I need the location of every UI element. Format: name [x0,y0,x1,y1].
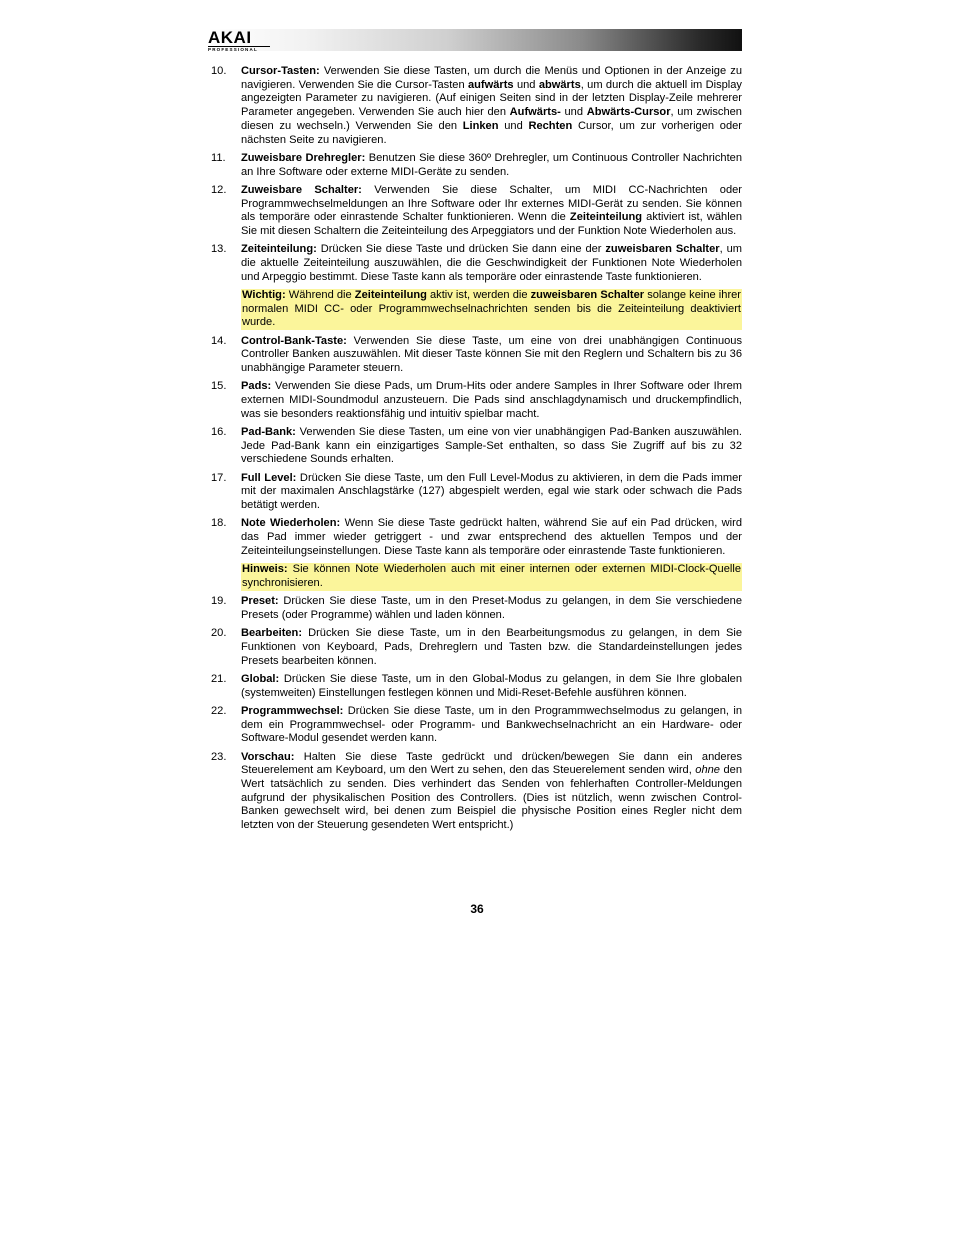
item-number: 10. [211,65,227,77]
body-text: Benutzen Sie diese 360º Drehregler, um Continuous Controller Nachrichten an Ihre Software oder externe MIDI-Geräte zu senden. [241,151,743,178]
body-text: Drücken Sie diese Taste, um in den Bearbeitungsmodus zu gelangen, in dem Sie Funktionen von Keyboard, Pads, Drehreglern und Tasten bzw. die Standardeinstellungen jedes Presets bearbeiten können. [241,627,742,667]
body-text: Drücken Sie diese Taste, um in den Global-Modus zu gelangen, in dem Sie Ihre globalen (systemweiten) Einstellungen festlegen können und Midi-Reset-Befehle ausführen können. [241,672,742,699]
body-text: Halten Sie diese Taste gedrückt und drücken/bewegen Sie dann ein anderes Steuerelement am Keyboard, um den Wert zu sehen, den das Steuerelement senden wird, [241,750,742,777]
bold-term: Global: [241,672,280,685]
bold-term: Linken [462,119,499,132]
bold-term: Aufwärts- [509,106,561,119]
list-item [208,243,742,284]
item-number: 17. [211,471,227,484]
item-number: 22. [211,704,227,717]
item-text [241,595,742,622]
bold-term: Wichtig: [242,288,286,301]
bold-term: zuweisbaren Schalter [530,288,645,301]
bold-term: Hinweis: [242,563,288,576]
body-text: Drücken Sie diese Taste und drücken Sie dann eine der [316,243,606,256]
body-text: den Wert tatsächlich zu senden. Dies verhindert das Senden von fehlerhaften Controller-Meldungen aufgrund der physikalischen Position des Controllers. (Dies ist nützlich, wenn zwischen Control-Banken gewechselt wird, bei denen zum Beispiel die physische Position eines Regler nicht dem letzten von der Steuerung gesendeten Wert entspricht.) [241,764,743,832]
logo-sub-text: PROFESSIONAL [208,46,270,52]
item-number: 19. [211,595,227,608]
item-text [241,426,742,467]
bold-term: Vorschau: [241,750,295,763]
body-text: Drücken Sie diese Taste, um den Full Level-Modus zu aktivieren, in dem die Pads immer mit der maximalen Anschlagstärke (127) abgespielt werden, egal wie stark oder schwach die Pads betätigt werden. [241,471,742,512]
body-text: Drücken Sie diese Taste, um in den Programmwechselmodus zu gelangen, in dem ein Programmwechsel- oder Programm- und Bankwechselnachricht an ein Hardware- oder Software-Modul gesendet werden kann. [241,704,742,745]
item-text [241,472,742,513]
page-header [208,29,742,51]
body-text: Verwenden Sie diese Tasten, um durch die Menüs und Optionen in der Anzeige zu navigieren. Verwenden Sie die Cursor-Tasten [241,65,742,91]
list-item [208,705,742,746]
manual-item-list [208,65,742,837]
bold-term: Abwärts-Cursor [586,106,671,119]
item-text [241,243,742,284]
bold-term: Zuweisbare Schalter: [241,183,362,196]
item-text [241,517,742,558]
list-item [208,426,742,467]
highlighted-note [241,563,742,590]
list-item [208,673,742,700]
item-text [241,627,742,668]
bold-term: Zeiteinteilung [569,211,643,224]
bold-term: Note Wiederholen: [241,517,341,530]
bold-term: Zeiteinteilung: [241,243,317,256]
item-text [241,673,742,700]
bold-term: Control-Bank-Taste: [241,334,347,347]
item-number: 20. [211,627,227,640]
body-text: Verwenden Sie diese Tasten, um eine von vier unabhängigen Pad-Banken auszuwählen. Jede Pad-Bank kann ein einzigartiges Sample-Set enthalten, so dass Sie Zugriff auf bis zu 32 verschiedene Sounds erhalten. [241,426,742,466]
body-text: und [560,106,587,119]
list-item [208,517,742,558]
list-item [208,472,742,513]
italic-text: ohne [695,764,720,777]
bold-term: Rechten [528,119,573,132]
body-text: Verwenden Sie diese Schalter, um MIDI CC-Nachrichten oder Programmwechselmeldungen an Ihre Software oder Ihr externes MIDI-Gerät zu senden. Sie können als temporäre oder einrastende Schalter funktionieren. Wenn die [241,183,743,224]
item-number: 11. [211,151,226,164]
bold-term: Zeiteinteilung [354,288,427,301]
bold-term: Bearbeiten: [241,627,303,640]
body-text: Wenn Sie diese Taste gedrückt halten, während Sie auf ein Pad drücken, wird das Pad immer wieder getriggert - und zwar entsprechend des aktuellen Tempos und der Zeiteinteilungseinstellungen. Diese Taste kann als temporäre oder einrastende Taste funktionieren. [241,517,742,557]
item-number: 15. [211,380,227,393]
list-item [208,595,742,622]
body-text: , um durch die aktuell im Display angezeigten Parameter zu navigieren. (Auf einigen Seiten sind in der letzten Display-Zeile mehrerer Parameter angegeben. Verwenden Sie auch hier den [241,78,742,119]
bold-term: abwärts [538,78,581,91]
list-item [208,627,742,668]
item-number: 18. [211,517,227,530]
bold-term: zuweisbaren Schalter [605,243,720,256]
item-number: 13. [211,243,227,256]
list-item [208,152,742,179]
item-text [241,65,742,147]
item-number: 21. [211,672,227,685]
body-text: Drücken Sie diese Taste, um in den Preset-Modus zu gelangen, in dem Sie verschiedene Presets (oder Programme) wählen und laden können. [241,595,742,621]
body-text: und [513,78,539,91]
item-text [241,335,742,376]
item-text [241,380,742,421]
body-text: aktiv ist, werden die [426,288,531,301]
list-item [208,380,742,421]
logo-main-text: AKAI [208,28,252,47]
body-text: Sie können Note Wiederholen auch mit einer internen oder externen MIDI-Clock-Quelle synchronisieren. [242,563,741,589]
highlighted-note [241,289,742,330]
bold-term: Full Level: [241,471,297,484]
body-text: , um die aktuelle Zeiteinteilung auszuwählen, die die Geschwindigkeit der Funktionen Note Wiederholen und Arpeggio bestimmt. Diese Taste kann als temporäre oder einrastende Taste funktionieren. [241,243,742,283]
list-item [208,184,742,239]
body-text: Während die [285,288,355,301]
item-number: 23. [211,750,227,763]
body-text: solange keine ihrer normalen MIDI CC- oder Programmwechselnachrichten senden bis die Zeiteinteilung deaktiviert wurde. [242,288,742,329]
item-number: 16. [211,426,227,439]
bold-term: Preset: [241,595,279,608]
bold-term: Pads: [241,380,272,393]
list-item [208,335,742,376]
list-item [208,65,742,147]
item-text [241,751,742,833]
body-text: aktiviert ist, wählen Sie mit diesen Schaltern die Zeiteinteilung des Arpeggiators und der Funktion Note Wiederholen aus. [241,211,742,237]
bold-term: Cursor-Tasten: [241,65,320,77]
body-text: und [498,119,529,132]
bold-term: Pad-Bank: [241,426,296,439]
item-text [241,705,742,746]
akai-logo [208,29,270,51]
list-item [208,751,742,833]
body-text: Verwenden Sie diese Pads, um Drum-Hits oder andere Samples in Ihrer Software oder Ihrem externen MIDI-Soundmodul anzusteuern. Die Pads sind anschlagdynamisch und druckempfindlich, was sie besonders reaktionsfähig und intuitiv spielbar macht. [241,380,742,420]
body-text: Cursor, um zur vorherigen oder nächsten Seite zu navigieren. [241,119,742,146]
item-number: 14. [211,334,227,347]
item-text [241,152,742,179]
body-text: Verwenden Sie diese Taste, um eine von drei unabhängigen Continuous Controller Banken auszuwählen. Mit dieser Taste können Sie mit den Reglern und Schaltern bis zu 36 unabhängige Parameter steuern. [241,334,742,375]
item-number: 12. [211,183,227,196]
item-text [241,184,742,239]
page-number: 36 [470,902,484,916]
body-text: , um zwischen diesen zu wechseln.) Verwenden Sie den [241,106,742,132]
bold-term: Programmwechsel: [241,704,344,717]
bold-term: Zuweisbare Drehregler: [241,151,366,164]
bold-term: aufwärts [467,78,514,91]
